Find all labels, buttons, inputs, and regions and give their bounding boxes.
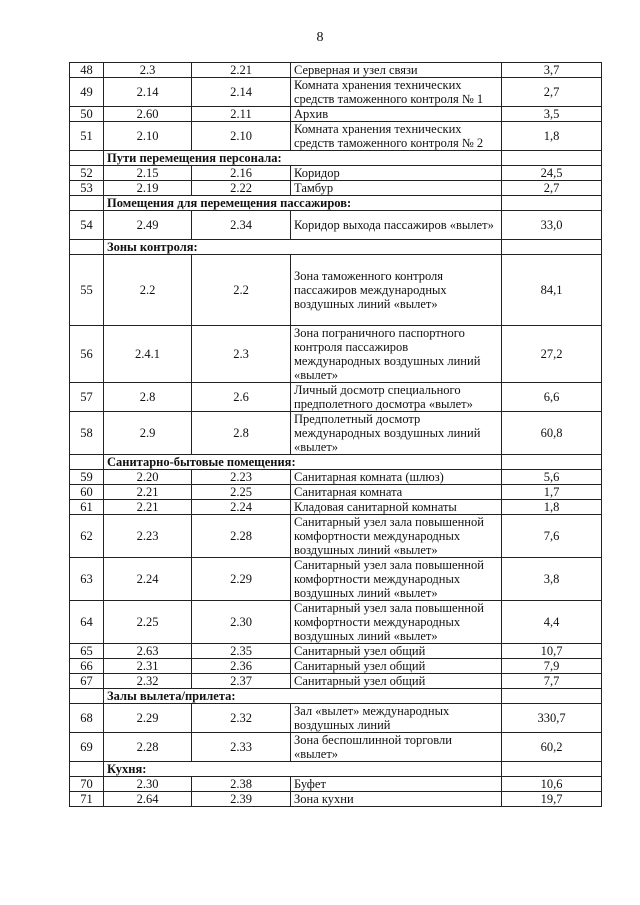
- room-number-explication: 2.8: [192, 412, 291, 455]
- room-area: 330,7: [502, 704, 602, 733]
- section-row: [70, 689, 602, 704]
- room-name: Зал «вылет» международных воздушных линий: [291, 704, 502, 733]
- row-number: 69: [70, 733, 104, 762]
- section-num-cell: [70, 689, 104, 704]
- table-row: [70, 255, 602, 326]
- table-row: [70, 674, 602, 689]
- section-label: Санитарно-бытовые помещения:: [104, 455, 502, 470]
- room-name: Санитарный узел зала повышенной комфортности международных воздушных линий «вылет»: [291, 558, 502, 601]
- room-number-plan: 2.14: [104, 78, 192, 107]
- room-area: 1,8: [502, 122, 602, 151]
- room-area: 19,7: [502, 792, 602, 807]
- room-area: 6,6: [502, 383, 602, 412]
- room-number-plan: 2.60: [104, 107, 192, 122]
- room-area: 84,1: [502, 255, 602, 326]
- room-name: Личный досмотр специального предполетного досмотра «вылет»: [291, 383, 502, 412]
- room-name: Зона кухни: [291, 792, 502, 807]
- section-num-cell: [70, 196, 104, 211]
- room-name: Зона пограничного паспортного контроля пассажиров международных воздушных линий «вылет»: [291, 326, 502, 383]
- row-number: 51: [70, 122, 104, 151]
- row-number: 54: [70, 211, 104, 240]
- room-name: Коридор выхода пассажиров «вылет»: [291, 211, 502, 240]
- section-label: Помещения для перемещения пассажиров:: [104, 196, 502, 211]
- room-area: 3,8: [502, 558, 602, 601]
- room-number-plan: 2.4.1: [104, 326, 192, 383]
- row-number: 64: [70, 601, 104, 644]
- row-number: 58: [70, 412, 104, 455]
- room-number-plan: 2.64: [104, 792, 192, 807]
- table-row: [70, 601, 602, 644]
- section-row: [70, 151, 602, 166]
- room-name: Санитарная комната (шлюз): [291, 470, 502, 485]
- rooms-table-body: [70, 63, 602, 807]
- section-num-cell: [70, 151, 104, 166]
- room-number-explication: 2.3: [192, 326, 291, 383]
- section-area-cell: [502, 455, 602, 470]
- row-number: 52: [70, 166, 104, 181]
- room-number-explication: 2.39: [192, 792, 291, 807]
- section-num-cell: [70, 240, 104, 255]
- row-number: 53: [70, 181, 104, 196]
- room-name: Санитарная комната: [291, 485, 502, 500]
- table-row: [70, 704, 602, 733]
- room-number-plan: 2.31: [104, 659, 192, 674]
- section-label: Кухня:: [104, 762, 502, 777]
- table-row: [70, 777, 602, 792]
- page-number: 8: [316, 30, 324, 45]
- room-name: Комната хранения технических средств таможенного контроля № 2: [291, 122, 502, 151]
- rooms-table: [69, 62, 602, 807]
- room-number-explication: 2.6: [192, 383, 291, 412]
- section-label: Пути перемещения персонала:: [104, 151, 502, 166]
- room-number-plan: 2.63: [104, 644, 192, 659]
- row-number: 49: [70, 78, 104, 107]
- room-number-explication: 2.16: [192, 166, 291, 181]
- room-area: 60,8: [502, 412, 602, 455]
- room-name: Зона таможенного контроля пассажиров международных воздушных линий «вылет»: [291, 255, 502, 326]
- room-number-plan: 2.9: [104, 412, 192, 455]
- room-name: Санитарный узел общий: [291, 659, 502, 674]
- room-name: Санитарный узел зала повышенной комфортности международных воздушных линий «вылет»: [291, 515, 502, 558]
- room-number-explication: 2.29: [192, 558, 291, 601]
- room-area: 3,5: [502, 107, 602, 122]
- row-number: 66: [70, 659, 104, 674]
- section-num-cell: [70, 455, 104, 470]
- room-number-plan: 2.10: [104, 122, 192, 151]
- room-number-explication: 2.23: [192, 470, 291, 485]
- room-name: Тамбур: [291, 181, 502, 196]
- room-area: 7,7: [502, 674, 602, 689]
- room-area: 24,5: [502, 166, 602, 181]
- table-row: [70, 792, 602, 807]
- section-row: [70, 196, 602, 211]
- row-number: 62: [70, 515, 104, 558]
- room-name: Коридор: [291, 166, 502, 181]
- row-number: 61: [70, 500, 104, 515]
- room-name: Кладовая санитарной комнаты: [291, 500, 502, 515]
- table-row: [70, 122, 602, 151]
- room-number-explication: 2.21: [192, 63, 291, 78]
- row-number: 48: [70, 63, 104, 78]
- room-number-explication: 2.37: [192, 674, 291, 689]
- room-number-plan: 2.15: [104, 166, 192, 181]
- table-row: [70, 558, 602, 601]
- table-row: [70, 659, 602, 674]
- room-number-plan: 2.32: [104, 674, 192, 689]
- row-number: 59: [70, 470, 104, 485]
- room-number-plan: 2.20: [104, 470, 192, 485]
- section-row: [70, 240, 602, 255]
- room-name: Санитарный узел общий: [291, 674, 502, 689]
- room-number-plan: 2.23: [104, 515, 192, 558]
- row-number: 65: [70, 644, 104, 659]
- room-number-explication: 2.30: [192, 601, 291, 644]
- room-name: Зона беспошлинной торговли «вылет»: [291, 733, 502, 762]
- room-name: Архив: [291, 107, 502, 122]
- room-number-explication: 2.35: [192, 644, 291, 659]
- room-area: 10,7: [502, 644, 602, 659]
- room-name: Серверная и узел связи: [291, 63, 502, 78]
- table-row: [70, 412, 602, 455]
- room-area: 1,8: [502, 500, 602, 515]
- table-row: [70, 500, 602, 515]
- table-row: [70, 181, 602, 196]
- room-name: Санитарный узел зала повышенной комфортности международных воздушных линий «вылет»: [291, 601, 502, 644]
- room-number-plan: 2.28: [104, 733, 192, 762]
- room-number-explication: 2.32: [192, 704, 291, 733]
- room-name: Буфет: [291, 777, 502, 792]
- room-number-explication: 2.10: [192, 122, 291, 151]
- table-row: [70, 470, 602, 485]
- section-area-cell: [502, 151, 602, 166]
- table-row: [70, 211, 602, 240]
- room-area: 1,7: [502, 485, 602, 500]
- room-name: Санитарный узел общий: [291, 644, 502, 659]
- room-number-plan: 2.30: [104, 777, 192, 792]
- room-area: 5,6: [502, 470, 602, 485]
- row-number: 56: [70, 326, 104, 383]
- room-number-explication: 2.24: [192, 500, 291, 515]
- table-row: [70, 107, 602, 122]
- room-number-explication: 2.25: [192, 485, 291, 500]
- room-number-plan: 2.24: [104, 558, 192, 601]
- table-row: [70, 166, 602, 181]
- room-area: 2,7: [502, 181, 602, 196]
- table-row: [70, 515, 602, 558]
- room-number-explication: 2.14: [192, 78, 291, 107]
- room-number-explication: 2.2: [192, 255, 291, 326]
- room-number-explication: 2.34: [192, 211, 291, 240]
- section-area-cell: [502, 196, 602, 211]
- room-area: 4,4: [502, 601, 602, 644]
- table-row: [70, 644, 602, 659]
- row-number: 60: [70, 485, 104, 500]
- table-row: [70, 383, 602, 412]
- room-number-plan: 2.19: [104, 181, 192, 196]
- table-row: [70, 733, 602, 762]
- row-number: 68: [70, 704, 104, 733]
- room-name: Предполетный досмотр международных воздушных линий «вылет»: [291, 412, 502, 455]
- row-number: 67: [70, 674, 104, 689]
- room-area: 7,6: [502, 515, 602, 558]
- room-number-plan: 2.8: [104, 383, 192, 412]
- room-name: Комната хранения технических средств таможенного контроля № 1: [291, 78, 502, 107]
- room-area: 27,2: [502, 326, 602, 383]
- room-number-plan: 2.49: [104, 211, 192, 240]
- table-row: [70, 63, 602, 78]
- row-number: 71: [70, 792, 104, 807]
- section-row: [70, 455, 602, 470]
- row-number: 70: [70, 777, 104, 792]
- section-row: [70, 762, 602, 777]
- room-number-plan: 2.21: [104, 500, 192, 515]
- room-number-plan: 2.29: [104, 704, 192, 733]
- room-number-plan: 2.2: [104, 255, 192, 326]
- section-num-cell: [70, 762, 104, 777]
- room-number-plan: 2.25: [104, 601, 192, 644]
- room-area: 60,2: [502, 733, 602, 762]
- row-number: 55: [70, 255, 104, 326]
- section-label: Залы вылета/прилета:: [104, 689, 502, 704]
- section-area-cell: [502, 689, 602, 704]
- section-label: Зоны контроля:: [104, 240, 502, 255]
- room-number-explication: 2.36: [192, 659, 291, 674]
- row-number: 50: [70, 107, 104, 122]
- row-number: 57: [70, 383, 104, 412]
- room-number-explication: 2.38: [192, 777, 291, 792]
- room-area: 10,6: [502, 777, 602, 792]
- table-row: [70, 78, 602, 107]
- room-number-plan: 2.21: [104, 485, 192, 500]
- room-number-explication: 2.28: [192, 515, 291, 558]
- section-area-cell: [502, 762, 602, 777]
- room-number-plan: 2.3: [104, 63, 192, 78]
- row-number: 63: [70, 558, 104, 601]
- room-number-explication: 2.33: [192, 733, 291, 762]
- room-area: 3,7: [502, 63, 602, 78]
- room-number-explication: 2.22: [192, 181, 291, 196]
- room-area: 2,7: [502, 78, 602, 107]
- room-area: 33,0: [502, 211, 602, 240]
- room-number-explication: 2.11: [192, 107, 291, 122]
- room-area: 7,9: [502, 659, 602, 674]
- section-area-cell: [502, 240, 602, 255]
- table-row: [70, 326, 602, 383]
- table-row: [70, 485, 602, 500]
